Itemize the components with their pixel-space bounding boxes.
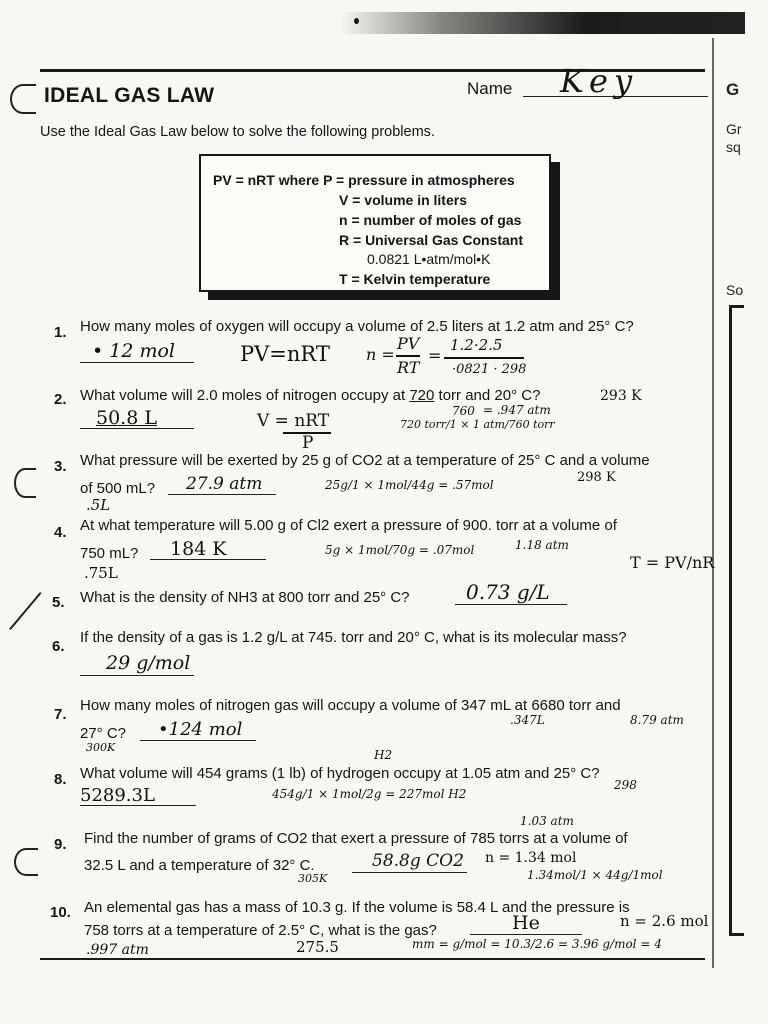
question-6-number: 6. [52, 638, 65, 655]
work-2e: 293 K [600, 388, 642, 404]
answer-10: He [512, 912, 540, 934]
formula-box [199, 154, 551, 292]
formula-line-5: 0.0821 L•atm/mol•K [367, 251, 491, 267]
work-1c-den: ·0821 · 298 [452, 362, 527, 377]
bottom-rule [40, 958, 705, 960]
work-3b: 25g/1 × 1mol/44g = .57mol [325, 478, 494, 492]
adjacent-page-sq: sq [726, 139, 741, 155]
question-4-text-b: 750 mL? [80, 545, 139, 562]
work-3c: 298 K [577, 470, 616, 485]
work-2d: = .947 atm [483, 403, 551, 417]
work-9c: 305K [298, 872, 328, 885]
margin-mark-5 [9, 592, 41, 630]
work-1b-num: PV [397, 334, 420, 353]
page-title: IDEAL GAS LAW [44, 84, 215, 107]
question-4-number: 4. [54, 524, 67, 541]
question-1-number: 1. [54, 324, 67, 341]
work-8b: 298 [614, 778, 637, 792]
question-5-text: What is the density of NH3 at 800 torr and 25° C? [80, 589, 410, 606]
question-2-text [80, 387, 540, 404]
title-margin-mark [10, 84, 36, 114]
answer-8: 5289.3L [80, 785, 155, 806]
adjacent-page-so: So [726, 282, 744, 298]
formula-line-3: n = number of moles of gas [339, 212, 522, 228]
work-7b: 8.79 atm [630, 713, 684, 727]
work-10d: mm = g/mol = 10.3/2.6 = 3.96 g/mol = 4 [412, 937, 662, 951]
work-8a: H2 [374, 748, 393, 762]
question-8-text: What volume will 454 grams (1 lb) of hydrogen occupy at 1.05 atm and 25° C? [80, 765, 600, 782]
question-7-number: 7. [54, 706, 67, 723]
work-2a-den: P [302, 433, 314, 453]
question-5-number: 5. [52, 594, 65, 611]
answer-3: 27.9 atm [186, 474, 263, 494]
question-9-text-a: Find the number of grams of CO2 that exert a pressure of 785 torrs at a volume of [84, 830, 628, 847]
answer-9: 58.8g CO2 [372, 851, 464, 871]
work-8c: 454g/1 × 1mol/2g = 227mol H2 [272, 787, 467, 801]
work-1c-bar [444, 357, 524, 359]
work-10c: 275.5 [296, 938, 339, 956]
work-9d: 1.34mol/1 × 44g/1mol [527, 868, 663, 882]
answer-1: • 12 mol [92, 340, 175, 362]
name-value: Key [560, 62, 639, 100]
question-2-text-d: 20° C? [494, 387, 541, 404]
answer-line-9 [352, 872, 467, 873]
work-1b: n = [366, 345, 395, 364]
answer-line-3 [168, 494, 276, 495]
page-edge [712, 38, 714, 968]
formula-line-4: R = Universal Gas Constant [339, 232, 524, 248]
answer-7: •124 mol [158, 719, 243, 740]
question-2-text-a: What volume will 2.0 moles of nitrogen occupy at [80, 387, 406, 404]
question-2-text-b: 720 [409, 387, 435, 404]
scan-artifact [340, 12, 745, 34]
work-10b: .997 atm [86, 942, 149, 958]
question-6-text: If the density of a gas is 1.2 g/L at 745. torr and 20° C, what is its molecular mass? [80, 629, 627, 646]
work-3a: .5L [86, 496, 111, 514]
work-1b-den: RT [397, 358, 420, 377]
question-10-text-b: 758 torrs at a temperature of 2.5° C, what is the gas? [84, 922, 437, 939]
adjacent-page-bracket [729, 305, 744, 936]
work-7c: 300K [86, 741, 116, 754]
question-3-number: 3. [54, 458, 67, 475]
work-4d: T = PV/nR [630, 553, 715, 572]
answer-line-7 [140, 740, 256, 741]
work-2b: 720 torr/1 × 1 atm/760 torr [400, 418, 555, 431]
question-9-number: 9. [54, 836, 67, 853]
name-label: Name [467, 79, 513, 98]
margin-mark-9 [14, 848, 38, 876]
adjacent-page-gr: Gr [726, 121, 742, 137]
work-4b: 5g × 1mol/70g = .07mol [325, 543, 475, 557]
answer-5: 0.73 g/L [466, 580, 550, 604]
question-3-text-a: What pressure will be exerted by 25 g of CO2 at a temperature of 25° C and a volume [80, 452, 650, 469]
work-4a: .75L [84, 564, 118, 582]
question-10-number: 10. [50, 904, 71, 921]
question-3-text-b: of 500 mL? [80, 480, 156, 497]
question-2-number: 2. [54, 391, 67, 408]
question-10-text-a: An elemental gas has a mass of 10.3 g. If the volume is 58.4 L and the pressure is [84, 899, 630, 916]
answer-line-6 [80, 675, 194, 676]
work-2c: 760 [452, 404, 475, 418]
answer-line-10 [470, 934, 582, 935]
question-7-text-a: How many moles of nitrogen gas will occupy a volume of 347 mL at 6680 torr and [80, 697, 621, 714]
answer-line-5 [455, 604, 567, 605]
question-8-number: 8. [54, 771, 67, 788]
work-1b-bar [396, 355, 420, 357]
question-7-text-b: 27° C? [80, 725, 127, 742]
formula-line-1: PV = nRT where P = pressure in atmospheres [213, 172, 515, 188]
work-10a: n = 2.6 mol [620, 912, 709, 930]
work-1c-num: 1.2·2.5 [450, 336, 503, 354]
margin-mark-3 [14, 468, 36, 498]
work-7a: .347L [510, 713, 545, 727]
adjacent-page-g: G [726, 80, 740, 99]
work-4c: 1.18 atm [515, 538, 569, 552]
question-4-text-a: At what temperature will 5.00 g of Cl2 exert a pressure of 900. torr at a volume of [80, 517, 617, 534]
scan-speck [354, 18, 359, 24]
answer-6: 29 g/mol [106, 652, 191, 674]
instructions: Use the Ideal Gas Law below to solve the following problems. [40, 124, 435, 140]
work-1a: PV=nRT [240, 342, 330, 366]
answer-2: 50.8 L [96, 407, 157, 429]
work-9a: 1.03 atm [520, 814, 574, 828]
work-1c-eq: = [428, 346, 442, 365]
answer-line-1 [80, 362, 194, 363]
formula-line-6: T = Kelvin temperature [339, 271, 491, 287]
answer-4: 184 K [170, 538, 227, 560]
question-9-text-b: 32.5 L and a temperature of 32° C. [84, 857, 315, 874]
work-9b: n = 1.34 mol [485, 850, 577, 866]
question-2-text-c: torr and [438, 387, 491, 404]
formula-line-2: V = volume in liters [339, 192, 467, 208]
work-2a: V = nRT [257, 411, 330, 431]
question-1-text: How many moles of oxygen will occupy a volume of 2.5 liters at 1.2 atm and 25° C? [80, 318, 634, 335]
